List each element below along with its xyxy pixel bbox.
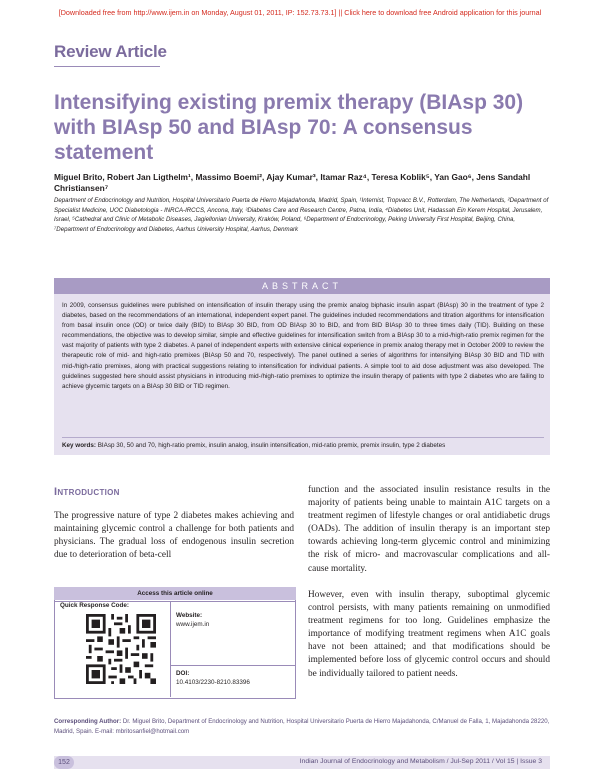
download-banner[interactable]: [Downloaded free from http://www.ijem.in on Monday, August 01, 2011, IP: 152.73.73.1] || Click here to download free Android application for this journal: [58, 8, 542, 17]
right-column-paragraph-1: function and the associated insulin resistance results in the majority of patients being unable to maintain A1C targets on a treatment regimen of lifestyle changes or oral antidiabetic drugs (OADs). The addition of insulin therapy is an important step towards achieving long-term glycemic control and minimizing the risk of micro- and macrovascular complications and all-cause mortality.: [308, 485, 550, 574]
corresponding-author: [54, 717, 550, 736]
section-label: Review Article: [54, 42, 167, 61]
doi-label: DOI:: [176, 670, 190, 677]
access-heading: Access this article online: [54, 587, 296, 600]
qr-code-icon[interactable]: [86, 614, 156, 684]
keywords: [62, 441, 544, 450]
author-list: Miguel Brito, Robert Jan Ligthelm¹, Massimo Boemi², Ajay Kumar³, Itamar Raz⁴, Teresa Koblik⁵, Yan Gao⁶, Jens Sandahl Christiansen⁷: [54, 172, 531, 193]
section-label-rule: [54, 66, 160, 67]
keywords-label: Key words:: [62, 442, 96, 449]
qr-label: Quick Response Code:: [60, 602, 129, 609]
doi-value[interactable]: 10.4103/2230-8210.83396: [176, 679, 250, 686]
corresponding-text: Dr. Miguel Brito, Department of Endocrinology and Nutrition, Hospital Universitario Puerta de Hierro Majadahonda, C/Manuel de Falla, 1, Majadahonda 28220, Madrid, Spain. E-mail: mbritosanfiel@hotmail.com: [54, 718, 550, 735]
affiliations: Department of Endocrinology and Nutrition, Hospital Universitario Puerta de Hierro Majadahonda, Madrid, Spain, ¹Internist, Tropvacc B.V., Rotterdam, The Netherlands, ²Department of Specialist Medicine, UOC Diabetologia - INRCA-IRCCS, Ancona, Italy, ³Diabetes Care and Research Centre, Patna, India, ⁴Diabetes Unit, Hadassah Ein Kerem Hospital, Jerusalem, Israel, ⁵Cathedral and Clinic of Metabolic Diseases, Jagiellonian University, Kraków, Poland, ⁶Department of Endocrinology, Peking University First Hospital, Beijing, China, ⁷Department of Endocrinology and Diabetes, Aarhus University Hospital, Aarhus, Denmark: [54, 197, 549, 233]
website-link[interactable]: www.ijem.in: [176, 621, 210, 628]
website-label: Website:: [176, 612, 203, 619]
article-title: Intensifying existing premix therapy (BIAsp 30) with BIAsp 50 and BIAsp 70: A consensus statement: [54, 91, 524, 164]
right-column-paragraph-2: However, even with insulin therapy, suboptimal glycemic control persists, with many patients remaining on unmodified treatment regimens for too long. Guidelines emphasize the importance of modifying treatment regimens when A1C goals have not been attained; and that modifications should be implemented before loss of glycemic control occurs and should be individually tailored to patient needs.: [308, 590, 550, 679]
corresponding-label: Corresponding Author:: [54, 718, 122, 725]
keywords-rule: [62, 437, 544, 438]
abstract-heading: ABSTRACT: [54, 278, 550, 294]
introduction-heading: Introduction: [54, 486, 120, 498]
page-number: 152: [54, 756, 74, 769]
access-rule-2: [171, 665, 296, 666]
journal-footer: Indian Journal of Endocrinology and Metabolism / Jul-Sep 2011 / Vol 15 | Issue 3: [299, 758, 542, 765]
introduction-paragraph-1: The progressive nature of type 2 diabetes makes achieving and maintaining glycemic control a challenge for both patients and physicians. The gradual loss of endogenous insulin secretion due to deterioration of beta-cell: [54, 511, 294, 561]
access-divider: [170, 601, 171, 697]
abstract-text: In 2009, consensus guidelines were published on intensification of insulin therapy using the premix analog biphasic insulin aspart (BIAsp) 30 in the treatment of type 2 diabetes, based on the recommendations of an international, independent expert panel. The guidelines included recommendations and titration algorithms for intensification from basal insulin once (OD) or twice daily (BID) to BIAsp 30 BID, from OD BIAsp 30 to BID, and from BID BIAsp 30 to three times daily (TID). Building on these recommendations, the objective was to develop similar, simple and effective guidelines for intensification switch from a BIAsp 30 to a mid-/high-ratio premix regimen for the vast majority of patients with type 2 diabetes. A panel of independent experts with extensive clinical experience in premix analog therapy met in October 2009 to review the therapeutic role of mid- and high-ratio premixes (BIAsp 50 and 70, respectively). The panel outlined a series of algorithms for intensifying BIAsp 30 BID and TID with mid-/high-ratio premixes, along with practical suggestions relating to intensification for individual patients. A simple tool to aid dose adjustment was also developed. The guidelines suggested here should assist physicians in introducing mid-/high-ratio premixes to optimize the insulin therapy of patients with type 2 diabetes who are failing to achieve glycemic targets on a BIAsp 30 BID or TID regimen.: [62, 302, 544, 390]
keywords-text: BIAsp 30, 50 and 70, high-ratio premix, insulin analog, insulin intensification, mid-ratio premix, premix insulin, type 2 diabetes: [97, 442, 446, 449]
